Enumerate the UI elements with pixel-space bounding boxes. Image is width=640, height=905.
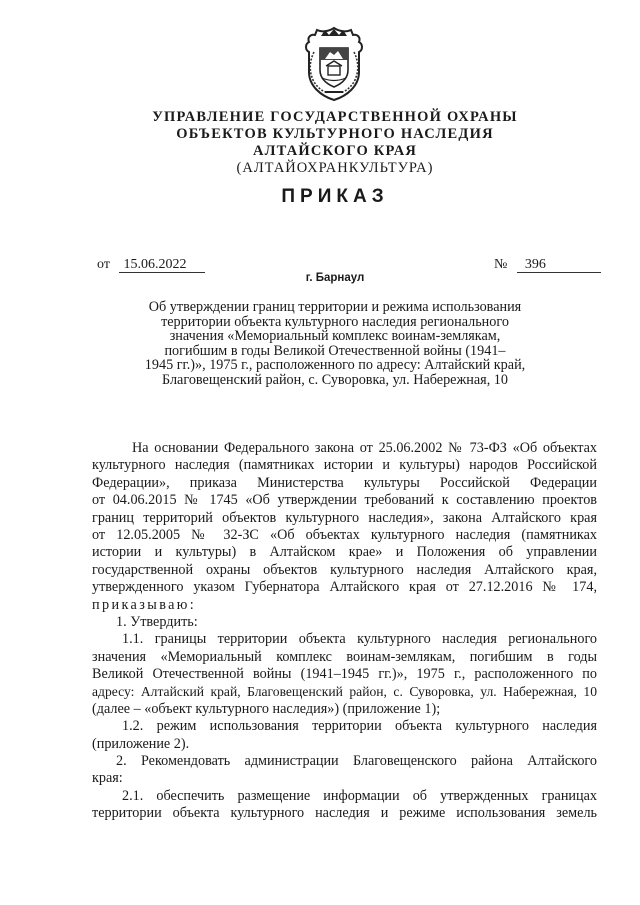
org-short-name: (АЛТАЙОХРАНКУЛЬТУРА) [236, 160, 434, 176]
body-line-item-1: 1. Утвердить: [116, 613, 198, 630]
body-line: истории и культуры) в Алтайском крае» и Положения об управлении [92, 544, 597, 561]
subject-line: значения «Мемориальный комплекс воинам-землякам, [169, 328, 501, 345]
subject-line: территории объекта культурного наследия регионального [161, 313, 509, 330]
document-subject [118, 300, 552, 388]
body-line-item-1-2: 1.2. режим использования территории объекта культурного наследия [122, 718, 597, 735]
body-line: (приложение 2). [92, 735, 190, 752]
date-prefix: от [97, 257, 110, 272]
document-type-title: ПРИКАЗ [281, 186, 389, 207]
org-name-line-2: ОБЪЕКТОВ КУЛЬТУРНОГО НАСЛЕДИЯ [176, 126, 494, 142]
date-block [97, 257, 205, 273]
org-name-line-1: УПРАВЛЕНИЕ ГОСУДАРСТВЕННОЙ ОХРАНЫ [152, 109, 518, 125]
number-block [494, 257, 601, 273]
body-line-item-2-1: 2.1. обеспечить размещение информации об утвержденных границах [122, 787, 597, 804]
subject-line: 1945 гг.)», 1975 г., расположенного по адресу: Алтайский край, [144, 357, 526, 374]
body-line-item-2: 2. Рекомендовать администрации Благовещенского района Алтайского [116, 753, 597, 770]
body-line: значения «Мемориальный комплекс воинам-землякам, погибшим в годы [92, 648, 597, 665]
subject-line: Об утверждении границ территории и режима использования [148, 299, 522, 315]
subject-line: Благовещенский район, с. Суворовка, ул. Набережная, 10 [162, 371, 508, 388]
city-name: г. Барнаул [305, 272, 365, 284]
document-number: 396 [517, 258, 601, 273]
document-date: 15.06.2022 [119, 258, 205, 273]
body-line: границ территорий объектов культурного наследия», закона Алтайского края [92, 509, 597, 526]
body-line: Великой Отечественной войны (1941–1945 гг.)», 1975 г., расположенного по [92, 666, 597, 683]
number-prefix: № [494, 257, 508, 272]
body-line: от 04.06.2015 № 1745 «Об утверждении требований к составлению проектов [92, 492, 597, 509]
document-body [92, 440, 597, 823]
body-line: территории объекта культурного наследия и режиме использования земель [92, 805, 597, 822]
org-name-line-3: АЛТАЙСКОГО КРАЯ [252, 143, 418, 159]
body-line: культурного наследия (памятниках истории и культуры) народов Российской [92, 457, 597, 474]
body-line-item-1-1: 1.1. границы территории объекта культурного наследия регионального [122, 631, 597, 648]
subject-line: погибшим в годы Великой Отечественной войны (1941– [164, 342, 506, 359]
body-line: На основании Федерального закона от 25.06.2002 № 73-ФЗ «Об объектах [132, 440, 597, 456]
body-line: государственной охраны объектов культурного наследия Алтайского края, [92, 561, 597, 578]
body-line: Федерации», приказа Министерства культуры Российской Федерации [92, 474, 597, 491]
body-line: (далее – «объект культурного наследия») (приложение 1); [92, 700, 441, 717]
coat-of-arms-emblem [301, 26, 367, 102]
body-line: от 12.05.2005 № 32-ЗС «Об объектах культурного наследия (памятниках [92, 526, 597, 543]
body-line: утвержденного указом Губернатора Алтайского края от 27.12.2016 № 174, [92, 579, 597, 596]
body-line-order-word: приказываю: [92, 596, 197, 613]
body-line: адресу: Алтайский край, Благовещенский район, с. Суворовка, ул. Набережная, 10 [92, 684, 597, 700]
body-line: края: [92, 770, 123, 787]
